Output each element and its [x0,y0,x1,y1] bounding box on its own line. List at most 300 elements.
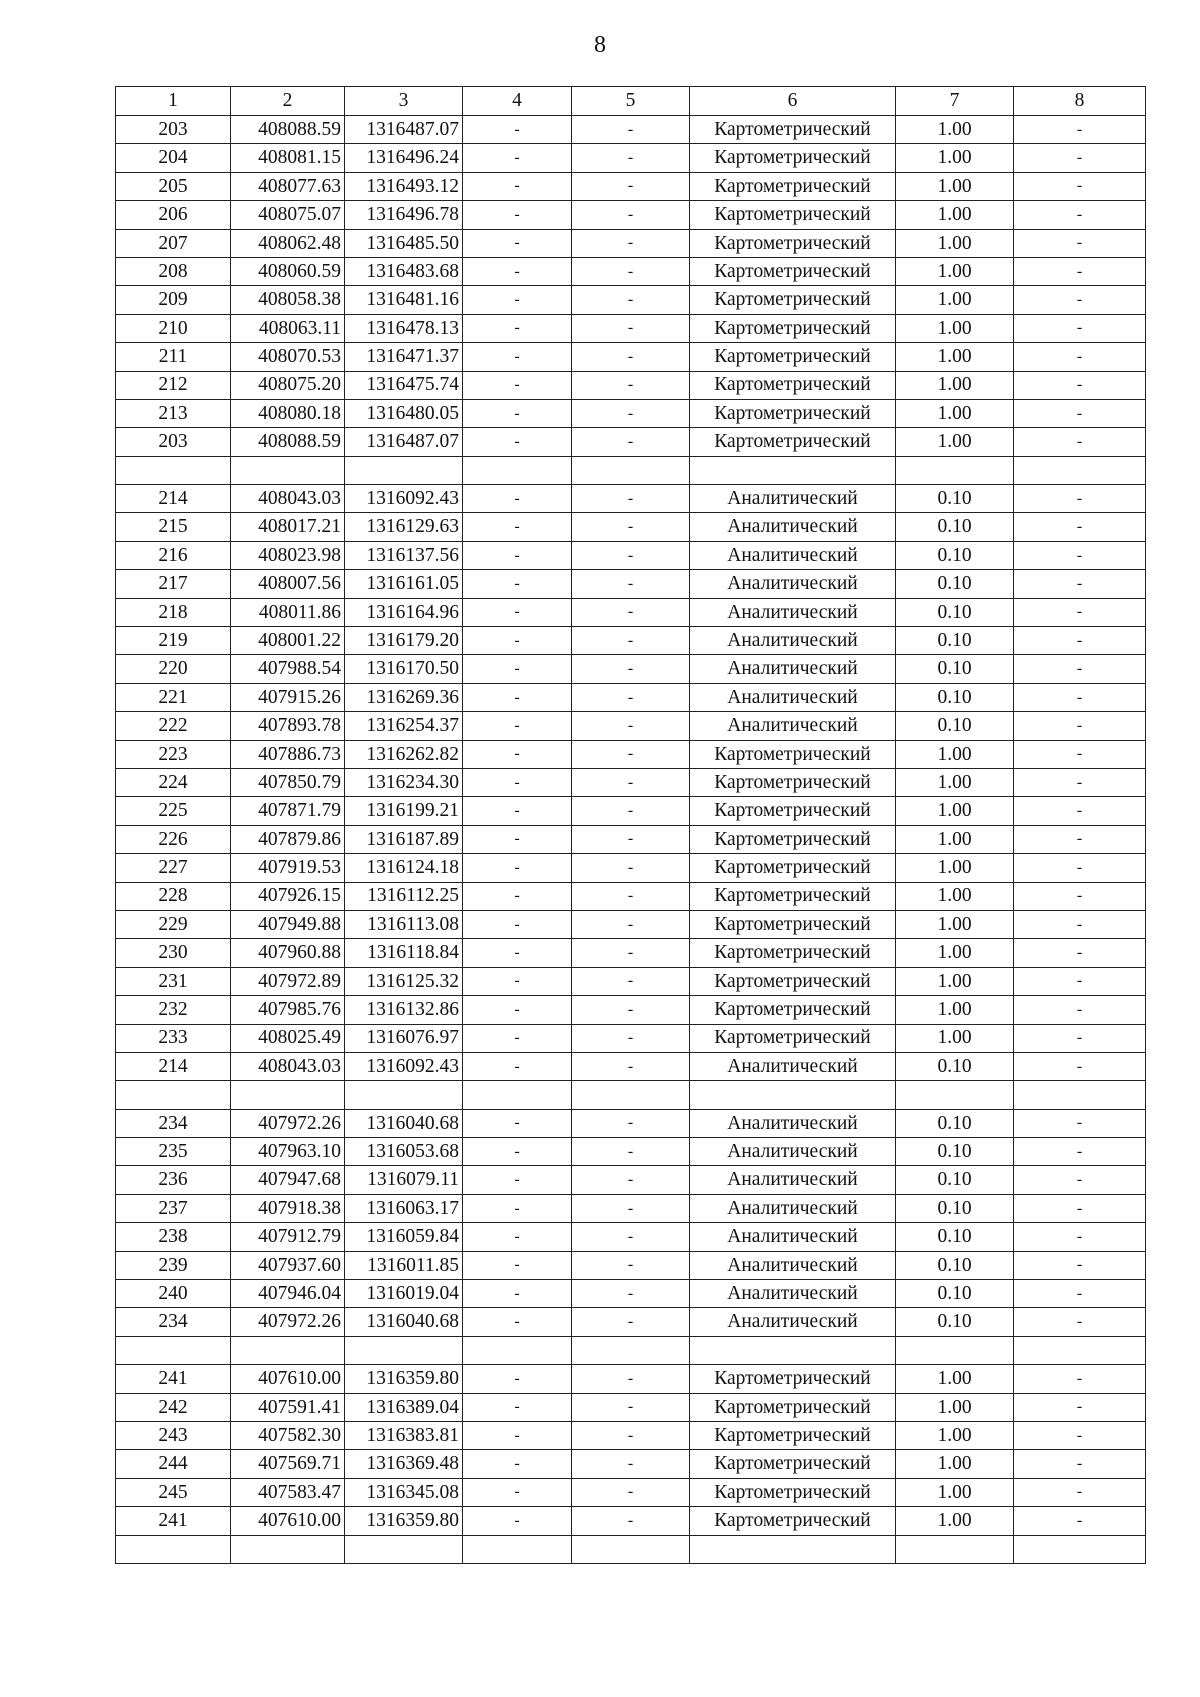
table-row [116,343,1146,371]
col-8-cell: - [1014,1308,1146,1336]
table-row [116,1109,1146,1137]
accuracy-cell: 0.10 [896,1308,1014,1336]
col-5-cell: - [572,314,690,342]
accuracy-cell: 0.10 [896,683,1014,711]
col-5-cell: - [572,399,690,427]
method-cell: Аналитический [690,683,896,711]
point-number-cell: 211 [116,343,231,371]
method-cell: Картометрический [690,854,896,882]
table-row [116,882,1146,910]
y-coordinate-cell: 1316254.37 [345,712,463,740]
x-coordinate-cell: 407972.26 [231,1109,345,1137]
method-cell: Картометрический [690,1393,896,1421]
x-coordinate-cell: 407879.86 [231,825,345,853]
column-header-4: 4 [463,87,572,116]
col-8-cell: - [1014,939,1146,967]
accuracy-cell: 0.10 [896,712,1014,740]
col-8-cell: - [1014,399,1146,427]
col-4-cell: - [463,116,572,144]
col-5-cell: - [572,371,690,399]
accuracy-cell: 0.10 [896,1166,1014,1194]
col-8-cell [1014,456,1146,484]
accuracy-cell: 1.00 [896,1365,1014,1393]
y-coordinate-cell: 1316199.21 [345,797,463,825]
col-4-cell: - [463,1421,572,1449]
y-coordinate-cell: 1316079.11 [345,1166,463,1194]
method-cell: Картометрический [690,172,896,200]
point-number-cell: 235 [116,1138,231,1166]
col-4-cell: - [463,598,572,626]
col-5-cell: - [572,910,690,938]
table-row [116,1365,1146,1393]
table-row [116,541,1146,569]
col-8-cell: - [1014,1251,1146,1279]
col-4-cell: - [463,996,572,1024]
point-number-cell: 242 [116,1393,231,1421]
point-number-cell: 237 [116,1194,231,1222]
x-coordinate-cell: 408001.22 [231,627,345,655]
point-number-cell: 239 [116,1251,231,1279]
y-coordinate-cell: 1316480.05 [345,399,463,427]
x-coordinate-cell: 407947.68 [231,1166,345,1194]
table-row [116,797,1146,825]
col-5-cell [572,1081,690,1109]
col-5-cell: - [572,1024,690,1052]
table-row [116,1223,1146,1251]
col-4-cell: - [463,513,572,541]
col-8-cell: - [1014,485,1146,513]
column-header-7: 7 [896,87,1014,116]
y-coordinate-cell: 1316059.84 [345,1223,463,1251]
point-number-cell: 234 [116,1109,231,1137]
col-8-cell: - [1014,1421,1146,1449]
col-8-cell: - [1014,541,1146,569]
x-coordinate-cell: 408025.49 [231,1024,345,1052]
y-coordinate-cell: 1316040.68 [345,1308,463,1336]
table-row [116,257,1146,285]
table-row [116,712,1146,740]
method-cell [690,1336,896,1364]
col-4-cell: - [463,655,572,683]
method-cell: Аналитический [690,627,896,655]
x-coordinate-cell: 408062.48 [231,229,345,257]
x-coordinate-cell: 408063.11 [231,314,345,342]
y-coordinate-cell: 1316483.68 [345,257,463,285]
y-coordinate-cell: 1316187.89 [345,825,463,853]
y-coordinate-cell: 1316262.82 [345,740,463,768]
col-5-cell: - [572,201,690,229]
method-cell: Аналитический [690,485,896,513]
table-row [116,1138,1146,1166]
method-cell: Картометрический [690,882,896,910]
point-number-cell [116,1535,231,1563]
accuracy-cell: 0.10 [896,513,1014,541]
col-8-cell: - [1014,967,1146,995]
col-5-cell: - [572,116,690,144]
col-5-cell: - [572,1507,690,1535]
col-5-cell: - [572,1194,690,1222]
column-header-1: 1 [116,87,231,116]
accuracy-cell: 0.10 [896,627,1014,655]
accuracy-cell: 0.10 [896,598,1014,626]
accuracy-cell: 1.00 [896,825,1014,853]
accuracy-cell: 1.00 [896,286,1014,314]
col-4-cell: - [463,854,572,882]
table-row [116,1280,1146,1308]
table-row [116,1393,1146,1421]
accuracy-cell: 1.00 [896,314,1014,342]
y-coordinate-cell [345,1336,463,1364]
col-5-cell: - [572,1421,690,1449]
point-number-cell: 236 [116,1166,231,1194]
col-8-cell: - [1014,598,1146,626]
col-5-cell: - [572,1450,690,1478]
point-number-cell: 213 [116,399,231,427]
x-coordinate-cell: 407569.71 [231,1450,345,1478]
x-coordinate-cell: 407583.47 [231,1478,345,1506]
page-number: 8 [594,32,606,58]
y-coordinate-cell: 1316092.43 [345,485,463,513]
col-4-cell: - [463,343,572,371]
point-number-cell: 218 [116,598,231,626]
y-coordinate-cell: 1316234.30 [345,768,463,796]
col-5-cell: - [572,428,690,456]
col-4-cell: - [463,768,572,796]
y-coordinate-cell: 1316053.68 [345,1138,463,1166]
x-coordinate-cell: 407886.73 [231,740,345,768]
x-coordinate-cell: 408043.03 [231,1052,345,1080]
method-cell: Картометрический [690,1450,896,1478]
accuracy-cell: 1.00 [896,854,1014,882]
method-cell: Аналитический [690,1138,896,1166]
y-coordinate-cell: 1316113.08 [345,910,463,938]
col-5-cell: - [572,655,690,683]
method-cell: Аналитический [690,570,896,598]
col-8-cell: - [1014,229,1146,257]
y-coordinate-cell: 1316487.07 [345,116,463,144]
point-number-cell: 241 [116,1365,231,1393]
x-coordinate-cell: 407893.78 [231,712,345,740]
method-cell: Аналитический [690,1251,896,1279]
table-row [116,1478,1146,1506]
col-5-cell: - [572,513,690,541]
accuracy-cell [896,1081,1014,1109]
col-5-cell: - [572,570,690,598]
method-cell: Аналитический [690,1280,896,1308]
col-8-cell: - [1014,1166,1146,1194]
col-8-cell: - [1014,910,1146,938]
accuracy-cell: 1.00 [896,740,1014,768]
col-4-cell: - [463,627,572,655]
method-cell: Аналитический [690,1109,896,1137]
col-5-cell: - [572,343,690,371]
col-4-cell: - [463,1393,572,1421]
accuracy-cell: 1.00 [896,1507,1014,1535]
col-5-cell: - [572,1251,690,1279]
point-number-cell: 230 [116,939,231,967]
point-number-cell: 225 [116,797,231,825]
col-8-cell: - [1014,1365,1146,1393]
col-5-cell [572,1535,690,1563]
y-coordinate-cell: 1316496.78 [345,201,463,229]
col-8-cell: - [1014,1478,1146,1506]
x-coordinate-cell: 407988.54 [231,655,345,683]
y-coordinate-cell: 1316369.48 [345,1450,463,1478]
col-4-cell: - [463,1450,572,1478]
x-coordinate-cell: 408081.15 [231,144,345,172]
method-cell: Аналитический [690,513,896,541]
accuracy-cell: 0.10 [896,1138,1014,1166]
accuracy-cell: 1.00 [896,371,1014,399]
point-number-cell: 207 [116,229,231,257]
col-5-cell: - [572,1393,690,1421]
table-row [116,1194,1146,1222]
col-5-cell: - [572,768,690,796]
point-number-cell [116,1081,231,1109]
y-coordinate-cell [345,456,463,484]
x-coordinate-cell [231,1081,345,1109]
point-number-cell: 209 [116,286,231,314]
method-cell: Картометрический [690,1365,896,1393]
method-cell: Картометрический [690,797,896,825]
table-row [116,144,1146,172]
point-number-cell: 215 [116,513,231,541]
col-4-cell [463,456,572,484]
y-coordinate-cell: 1316493.12 [345,172,463,200]
point-number-cell: 221 [116,683,231,711]
column-header-8: 8 [1014,87,1146,116]
y-coordinate-cell: 1316118.84 [345,939,463,967]
col-4-cell: - [463,967,572,995]
point-number-cell: 231 [116,967,231,995]
col-4-cell: - [463,939,572,967]
table-row [116,286,1146,314]
x-coordinate-cell: 408058.38 [231,286,345,314]
accuracy-cell: 1.00 [896,967,1014,995]
method-cell: Картометрический [690,399,896,427]
y-coordinate-cell [345,1535,463,1563]
col-8-cell: - [1014,1223,1146,1251]
accuracy-cell: 0.10 [896,541,1014,569]
table-header-row [116,87,1146,116]
y-coordinate-cell: 1316269.36 [345,683,463,711]
table-row [116,485,1146,513]
col-5-cell: - [572,257,690,285]
col-5-cell: - [572,1109,690,1137]
col-8-cell: - [1014,996,1146,1024]
x-coordinate-cell: 408023.98 [231,541,345,569]
col-4-cell: - [463,144,572,172]
table-row [116,201,1146,229]
y-coordinate-cell: 1316112.25 [345,882,463,910]
point-number-cell: 210 [116,314,231,342]
col-8-cell: - [1014,797,1146,825]
col-5-cell: - [572,996,690,1024]
table-row [116,1251,1146,1279]
col-8-cell: - [1014,825,1146,853]
col-4-cell: - [463,882,572,910]
method-cell: Картометрический [690,768,896,796]
accuracy-cell: 1.00 [896,201,1014,229]
y-coordinate-cell: 1316125.32 [345,967,463,995]
point-number-cell: 228 [116,882,231,910]
table-row [116,1024,1146,1052]
col-4-cell: - [463,485,572,513]
table-row [116,910,1146,938]
point-number-cell: 223 [116,740,231,768]
col-8-cell: - [1014,201,1146,229]
col-8-cell [1014,1081,1146,1109]
x-coordinate-cell: 408043.03 [231,485,345,513]
method-cell: Картометрический [690,343,896,371]
x-coordinate-cell: 407915.26 [231,683,345,711]
point-number-cell: 234 [116,1308,231,1336]
x-coordinate-cell: 407610.00 [231,1365,345,1393]
y-coordinate-cell: 1316161.05 [345,570,463,598]
x-coordinate-cell: 408088.59 [231,116,345,144]
col-4-cell: - [463,1166,572,1194]
method-cell: Аналитический [690,1166,896,1194]
point-number-cell: 214 [116,1052,231,1080]
col-5-cell: - [572,825,690,853]
x-coordinate-cell: 408088.59 [231,428,345,456]
col-4-cell: - [463,541,572,569]
method-cell [690,1081,896,1109]
method-cell: Картометрический [690,286,896,314]
table-row [116,513,1146,541]
col-5-cell: - [572,1138,690,1166]
col-8-cell [1014,1336,1146,1364]
point-number-cell: 229 [116,910,231,938]
col-5-cell: - [572,797,690,825]
accuracy-cell: 1.00 [896,910,1014,938]
y-coordinate-cell: 1316496.24 [345,144,463,172]
accuracy-cell: 0.10 [896,1223,1014,1251]
col-4-cell: - [463,201,572,229]
col-8-cell: - [1014,712,1146,740]
col-5-cell: - [572,854,690,882]
col-5-cell: - [572,939,690,967]
col-4-cell: - [463,1308,572,1336]
table-row [116,1166,1146,1194]
table-row [116,740,1146,768]
method-cell: Картометрический [690,996,896,1024]
y-coordinate-cell: 1316076.97 [345,1024,463,1052]
x-coordinate-cell: 408075.20 [231,371,345,399]
method-cell [690,1535,896,1563]
point-number-cell: 203 [116,116,231,144]
col-4-cell: - [463,229,572,257]
y-coordinate-cell: 1316132.86 [345,996,463,1024]
col-4-cell: - [463,740,572,768]
col-4-cell: - [463,825,572,853]
separator-row [116,456,1146,484]
x-coordinate-cell: 407912.79 [231,1223,345,1251]
table-row [116,683,1146,711]
col-8-cell: - [1014,116,1146,144]
col-8-cell: - [1014,371,1146,399]
y-coordinate-cell: 1316475.74 [345,371,463,399]
col-4-cell: - [463,683,572,711]
method-cell: Картометрический [690,1507,896,1535]
table-row [116,996,1146,1024]
point-number-cell: 212 [116,371,231,399]
col-4-cell: - [463,314,572,342]
col-5-cell: - [572,172,690,200]
accuracy-cell: 1.00 [896,1393,1014,1421]
col-8-cell: - [1014,1052,1146,1080]
x-coordinate-cell: 407972.26 [231,1308,345,1336]
col-8-cell: - [1014,655,1146,683]
col-8-cell: - [1014,768,1146,796]
point-number-cell: 232 [116,996,231,1024]
col-4-cell: - [463,1052,572,1080]
method-cell: Картометрический [690,314,896,342]
y-coordinate-cell: 1316471.37 [345,343,463,371]
col-8-cell: - [1014,1024,1146,1052]
x-coordinate-cell [231,1336,345,1364]
accuracy-cell: 0.10 [896,1251,1014,1279]
method-cell [690,456,896,484]
col-8-cell: - [1014,257,1146,285]
col-4-cell: - [463,1109,572,1137]
point-number-cell: 241 [116,1507,231,1535]
col-8-cell: - [1014,1138,1146,1166]
col-8-cell: - [1014,1109,1146,1137]
x-coordinate-cell: 407963.10 [231,1138,345,1166]
y-coordinate-cell: 1316389.04 [345,1393,463,1421]
col-4-cell: - [463,797,572,825]
table-row [116,1450,1146,1478]
accuracy-cell: 0.10 [896,570,1014,598]
table-row [116,371,1146,399]
table-row [116,399,1146,427]
table-row [116,967,1146,995]
point-number-cell: 244 [116,1450,231,1478]
col-5-cell: - [572,1166,690,1194]
col-8-cell: - [1014,1194,1146,1222]
method-cell: Картометрический [690,428,896,456]
point-number-cell: 219 [116,627,231,655]
col-8-cell: - [1014,172,1146,200]
method-cell: Аналитический [690,1052,896,1080]
method-cell: Картометрический [690,144,896,172]
x-coordinate-cell: 407937.60 [231,1251,345,1279]
method-cell: Аналитический [690,1308,896,1336]
col-5-cell: - [572,144,690,172]
separator-row [116,1336,1146,1364]
point-number-cell: 226 [116,825,231,853]
col-5-cell: - [572,882,690,910]
column-header-3: 3 [345,87,463,116]
accuracy-cell: 1.00 [896,399,1014,427]
point-number-cell: 214 [116,485,231,513]
col-5-cell: - [572,1365,690,1393]
col-4-cell: - [463,1365,572,1393]
col-4-cell [463,1081,572,1109]
column-header-6: 6 [690,87,896,116]
table-row [116,1421,1146,1449]
method-cell: Картометрический [690,371,896,399]
table-row [116,825,1146,853]
col-8-cell: - [1014,627,1146,655]
col-5-cell: - [572,712,690,740]
point-number-cell: 204 [116,144,231,172]
point-number-cell: 222 [116,712,231,740]
y-coordinate-cell: 1316137.56 [345,541,463,569]
point-number-cell: 240 [116,1280,231,1308]
col-4-cell: - [463,1478,572,1506]
